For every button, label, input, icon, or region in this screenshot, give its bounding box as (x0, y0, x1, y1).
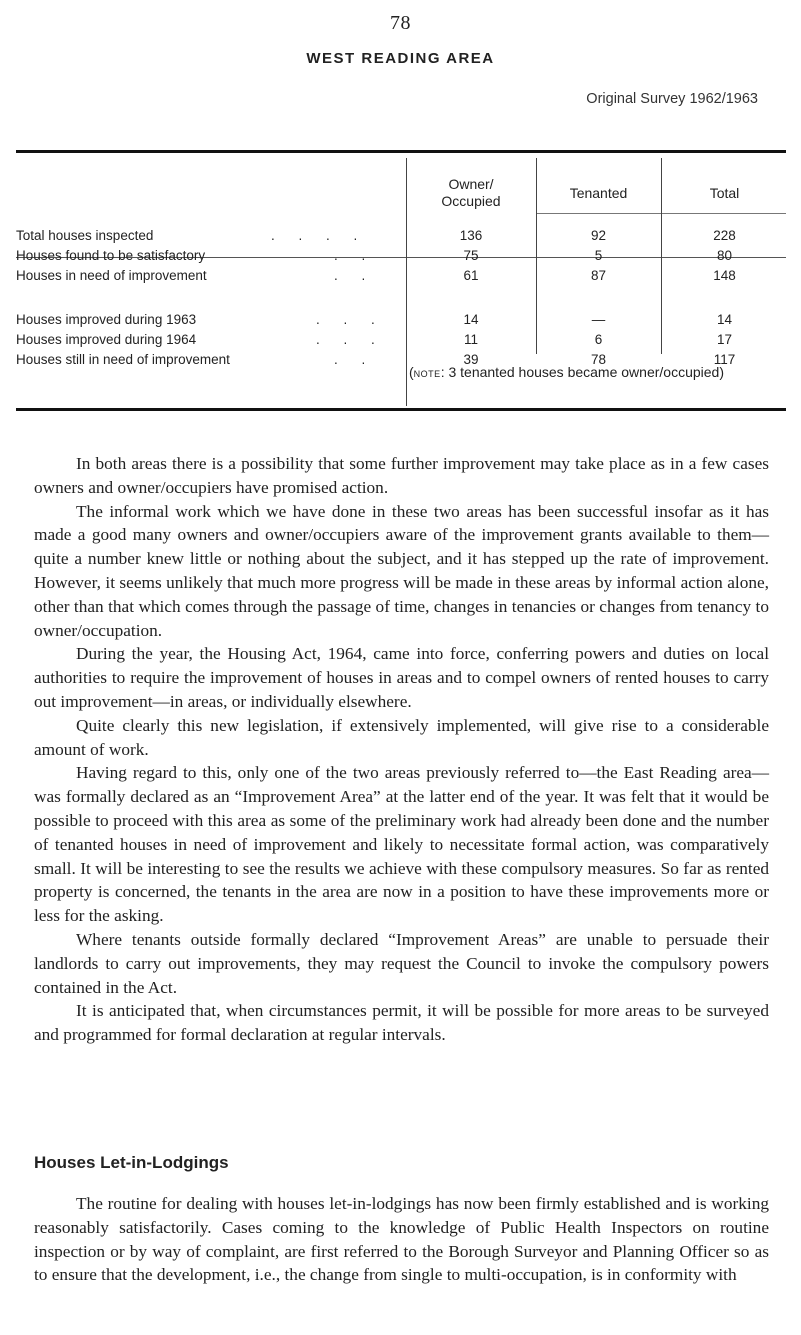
page-number: 78 (390, 12, 411, 34)
note-text: : 3 tenanted houses became owner/occupied (440, 364, 720, 380)
cell-tenanted: 78 (590, 352, 607, 367)
lodgings-subheading: Houses Let-in-Lodgings (34, 1153, 229, 1172)
cell-total: 228 (713, 228, 736, 243)
header-tenanted: Tenanted (569, 185, 628, 201)
cell-tenanted: 5 (594, 248, 603, 263)
column-divider (661, 158, 662, 354)
table-top-rule (16, 150, 786, 153)
header-total: Total (709, 185, 740, 201)
row-leader-dots: . . (334, 248, 376, 263)
paragraph: In both areas there is a possibility that some further improvement may take place as in a few cases owners and owner/occupiers have promised action. (34, 454, 769, 497)
paragraph: Where tenants outside formally declared “Improvement Areas” are unable to persuade their landlords to carry out improvements, they may request the Council to invoke the compulsory powers contained in the Act. (34, 929, 769, 997)
paragraph: During the year, the Housing Act, 1964, came into force, conferring powers and duties on local authorities to require the improvement of houses in areas and to compel owners of rented houses to carry out improvement—in areas, or individually elsewhere. (34, 644, 769, 711)
paragraph: It is anticipated that, when circumstances permit, it will be possible for more areas to be surveyed and programmed for formal declaration at regular intervals. (34, 1001, 769, 1045)
paragraph: Having regard to this, only one of the two areas previously referred to—the East Reading area—was formally declared as an “Improvement Area” at the latter end of the year. It was felt that it would be possible to proceed with this area as some of the preliminary work had already been done and the number of tenanted houses in need of improvement and likely to necessitate formal action, was comparatively small. It will be interesting to see the results we achieve with these compulsory measures. So far as rented property is concerned, the tenants in the area are now in a position to have these improvements more or less for the asking. (34, 763, 769, 926)
row-leader-dots: . . . (316, 312, 385, 327)
body-text (34, 452, 769, 1047)
cell-tenanted: 6 (594, 332, 603, 347)
survey-table (16, 150, 786, 410)
cell-owner: 39 (463, 352, 479, 367)
cell-tenanted: 92 (590, 228, 607, 243)
table-bottom-rule (16, 408, 786, 411)
column-divider (406, 158, 407, 406)
cell-tenanted: 87 (590, 268, 607, 283)
header-owner-line2: Occupied (441, 193, 501, 209)
cell-total: 14 (716, 312, 733, 327)
header-owner-occupied (408, 176, 534, 210)
row-label: Total houses inspected (16, 228, 154, 243)
lodgings-text (34, 1192, 769, 1287)
row-leader-dots: . . . (316, 332, 385, 347)
row-leader-dots: . . (334, 352, 376, 367)
section-title: WEST READING AREA (306, 50, 495, 67)
row-label: Houses still in need of improvement (16, 352, 230, 367)
cell-owner: 136 (459, 228, 483, 243)
cell-tenanted: — (591, 312, 606, 327)
row-leader-dots: . . (334, 268, 376, 283)
cell-total: 17 (716, 332, 733, 347)
paragraph: The routine for dealing with houses let-in-lodgings has now been firmly established and is working reasonably satisfactorily. Cases coming to the knowledge of Public Health Inspectors on routine inspection or by way of complaint, are first referred to the Borough Surveyor and Planning Officer so as to ensure that the development, i.e., the change from single to multi-occupation, is in conformity with (34, 1194, 769, 1285)
row-label: Houses improved during 1963 (16, 312, 197, 327)
cell-total: 80 (716, 248, 733, 263)
cell-total: 117 (713, 352, 736, 367)
paragraph: Quite clearly this new legislation, if extensively implemented, will give rise to a considerable amount of work. (34, 715, 769, 759)
note-label: note (413, 365, 441, 380)
survey-caption: Original Survey 1962/1963 (586, 91, 758, 107)
header-owner-line1: Owner/ (448, 176, 494, 192)
row-leader-dots: . . . . (271, 228, 368, 243)
column-divider (536, 158, 537, 354)
row-label: Houses improved during 1964 (16, 332, 197, 347)
row-label: Houses found to be satisfactory (16, 248, 206, 263)
cell-owner: 11 (463, 332, 478, 347)
cell-owner: 75 (463, 248, 479, 263)
row-label: Houses in need of improvement (16, 268, 207, 283)
cell-total: 148 (713, 268, 736, 283)
table-note: (note: 3 tenanted houses became owner/occupied) (409, 364, 724, 380)
paragraph: The informal work which we have done in these two areas has been successful insofar as it has made a good many owners and owner/occupiers aware of the improvement grants available to them—quite a number knew little or nothing about the subject, and it has stepped up the rate of improvement. However, it seems unlikely that much more progress will be made in these areas by informal action alone, other than that which comes through the passage of time, changes in tenancies or changes from tenancy to owner/occupation. (34, 501, 769, 640)
cell-owner: 61 (463, 268, 479, 283)
cell-owner: 14 (463, 312, 479, 327)
